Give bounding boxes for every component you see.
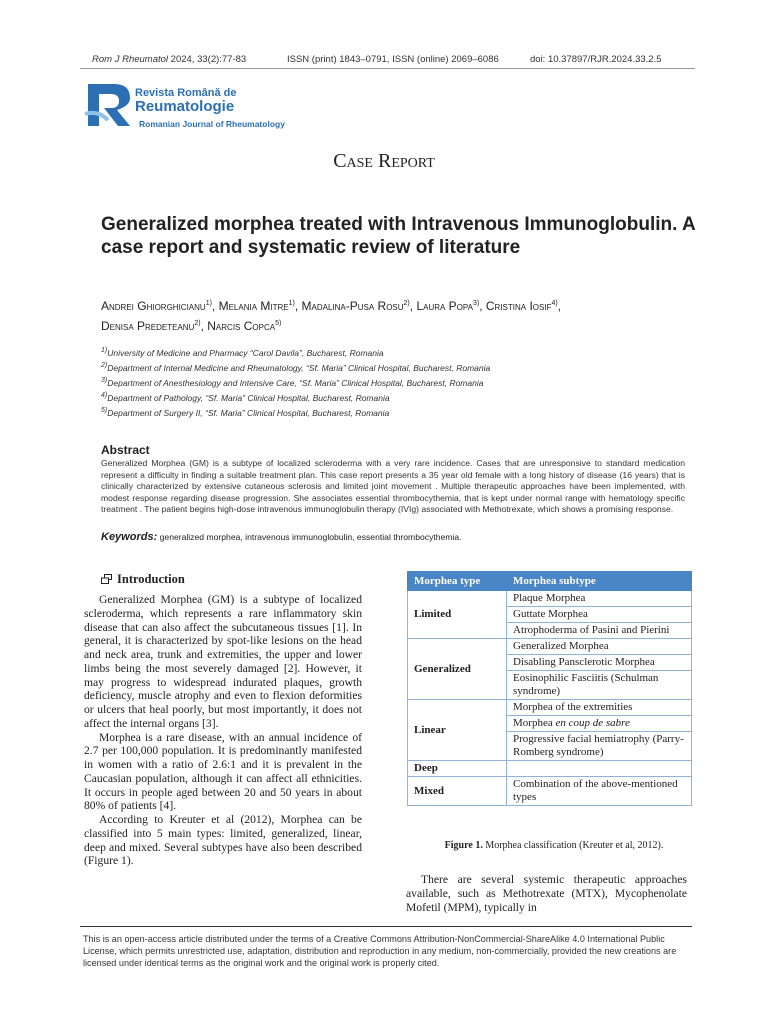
table-row <box>408 700 692 716</box>
paragraph: Generalized Morphea (GM) is a subtype of localized scleroderma, which represents a rare inflammatory skin disease that can also affect the subcutaneous tissues [1]. In general, it is characterized by spot-like lesions on the head and neck area, trunk and extremities, the upper and lower limbs being the most severely damaged [2]. However, it may progress to widespread indurated plaques, growth deficiency, muscle atrophy and even to flexion deformities or ulcers that heal poorly, but most importantly, it does not affect the internal organs [3]. <box>84 593 362 730</box>
affiliation-num: 5) <box>101 407 108 414</box>
affiliation <box>101 392 390 403</box>
abstract-text: Generalized Morphea (GM) is a subtype of localized scleroderma with a very rare incidence. Cases that are unresponsive to standard medication represent a difficulty in finding a suitable treatment plan. This case report presents a 35 year old female with a long history of disease (16 years) that is clinically characterized by extensive cutaneous sclerosis and limited joint movement . Multiple therapeutic approaches have been implemented, with modest response regarding disease progression. She associates essential thrombocythemia, that is kept under normal range with hematology specific treatment . The patient begins high-dose intravenous immunoglobulin therapy (IVIg) associated with Methotrexate, which shows a promising response. <box>101 458 685 515</box>
author-list: Andrei Ghiorghicianu$^{1)}$, Melania Mitre$^{1)}$, Madalina-Pusa Rosu$^{2)}$, Laura Popa$^{3)}$, Cristina Iosif$^{4)}$, Denisa Predeteanu$^{2)}$, Narcis Copca$^{5)}$ <box>101 299 562 333</box>
morphea-subtype: Progressive facial hemiatrophy (Parry-Romberg syndrome) <box>507 732 692 761</box>
header-divider <box>80 68 695 69</box>
figure-caption-text: Morphea classification (Kreuter et al, 2012). <box>485 840 664 851</box>
paragraph: According to Kreuter et al (2012), Morphea can be classified into 5 main types: limited, generalized, linear, deep and mixed. Several subtypes have also been described (Figure 1). <box>84 813 362 868</box>
morphea-subtype <box>507 716 692 732</box>
article-title: Generalized morphea treated with Intravenous Immunoglobulin. A case report and systematic review of literature <box>101 214 696 258</box>
morphea-type: Generalized <box>408 639 507 700</box>
morphea-subtype: Atrophoderma of Pasini and Pierini <box>507 623 692 639</box>
morphea-subtype: Plaque Morphea <box>507 591 692 607</box>
right-column-text <box>406 873 687 914</box>
author-aff: 4) <box>551 300 558 307</box>
morphea-subtype: Generalized Morphea <box>507 639 692 655</box>
figure-caption <box>420 840 688 852</box>
paragraph: Morphea is a rare disease, with an annual incidence of 2.7 per 100,000 population. It is predominantly manifested in women with a ratio of 2.6:1 and it is prevalent in the Caucasian population, although it can affect all ethnicities. It occurs in people aged between 20 and 50 years in about 80% of patients [4]. <box>84 730 362 813</box>
abstract-heading: Abstract <box>101 443 150 457</box>
affiliation <box>101 362 490 373</box>
affiliation-text: Department of Surgery II, “Sf. Maria” Clinical Hospital, Bucharest, Romania <box>107 407 390 418</box>
table-header: Morphea type <box>408 572 507 591</box>
morphea-type: Deep <box>408 761 507 777</box>
table-row <box>408 591 692 607</box>
morphea-subtype: Combination of the above-mentioned types <box>507 777 692 806</box>
keywords <box>101 531 462 543</box>
section-icon <box>101 574 112 584</box>
logo-line3: Romanian Journal of Rheumatology <box>139 119 285 129</box>
affiliation-num: 4) <box>101 392 108 399</box>
footer-divider <box>80 926 692 927</box>
author-aff: 2) <box>194 320 201 327</box>
morphea-subtype-empty <box>507 761 692 777</box>
subtype-text: Morphea <box>513 717 556 729</box>
subtype-italic: en coup de sabre <box>555 717 630 729</box>
affiliation <box>101 347 384 358</box>
morphea-subtype: Guttate Morphea <box>507 607 692 623</box>
affiliation <box>101 377 483 388</box>
article-type: Case Report <box>333 150 435 172</box>
author-aff: 5) <box>275 320 282 327</box>
author-aff: 1) <box>288 300 295 307</box>
affiliation-num: 3) <box>101 377 108 384</box>
author: Laura Popa <box>416 299 473 313</box>
paragraph: There are several systemic therapeutic approaches available, such as Methotrexate (MTX), Mycophenolate Mofetil (MPM), typically in <box>406 873 687 914</box>
journal-name: Rom J Rheumatol <box>92 54 169 65</box>
author: Madalina-Pusa Rosu <box>301 299 404 313</box>
author: Melania Mitre <box>218 299 289 313</box>
author: Denisa Predeteanu <box>101 319 195 333</box>
table-header-row <box>408 572 692 591</box>
journal-volume: 2024, 33(2):77-83 <box>170 54 247 65</box>
affiliation <box>101 407 389 418</box>
morphea-table <box>407 571 692 806</box>
author: Cristina Iosif <box>485 299 552 313</box>
introduction-heading <box>101 572 185 587</box>
author-aff: 2) <box>403 300 410 307</box>
journal-citation <box>92 54 246 65</box>
table-row <box>408 639 692 655</box>
introduction-body <box>84 593 362 868</box>
table-row <box>408 761 692 777</box>
license-footer: This is an open-access article distributed under the terms of a Creative Commons Attribution-NonCommercial-ShareAlike 4.0 International Public License, which permits unrestricted use, adaptation, distribution and reproduction in any medium, non-commercially, provided the new creations are licensed under identical terms as the original work and the original work is properly cited. <box>83 934 677 968</box>
logo-line1: Revista Română de <box>135 87 237 99</box>
logo-line2: Reumatologie <box>135 98 235 115</box>
morphea-type: Linear <box>408 700 507 761</box>
figure-label: Figure 1. <box>444 840 483 851</box>
affiliation-text: University of Medicine and Pharmacy “Carol Davila”, Bucharest, Romania <box>107 347 384 358</box>
table-header: Morphea subtype <box>507 572 692 591</box>
author: Andrei Ghiorghicianu <box>101 299 206 313</box>
author-aff: 1) <box>205 300 212 307</box>
morphea-type: Mixed <box>408 777 507 806</box>
keywords-text: generalized morphea, intravenous immunoglobulin, essential thrombocythemia. <box>159 532 462 542</box>
keywords-label: Keywords: <box>101 531 158 543</box>
morphea-subtype: Morphea of the extremities <box>507 700 692 716</box>
affiliation-text: Department of Internal Medicine and Rheumatology, “Sf. Maria” Clinical Hospital, Bucharest, Romania <box>107 362 491 373</box>
table-row <box>408 777 692 806</box>
morphea-type: Limited <box>408 591 507 639</box>
author: Narcis Copca <box>207 319 276 333</box>
affiliation-text: Department of Anesthesiology and Intensive Care, “Sf. Maria” Clinical Hospital, Bucharest, Romania <box>107 377 484 388</box>
affiliation-num: 2) <box>101 362 108 369</box>
morphea-subtype: Eosinophilic Fasciitis (Schulman syndrome) <box>507 671 692 700</box>
journal-logo-icon <box>84 80 134 130</box>
affiliation-text: Department of Pathology, “Sf. Maria” Clinical Hospital, Bucharest, Romania <box>107 392 390 403</box>
author-aff: 3) <box>472 300 480 307</box>
issn: ISSN (print) 1843–0791, ISSN (online) 2069–6086 <box>287 54 499 65</box>
affiliation-num: 1) <box>101 347 108 354</box>
introduction-heading-text: Introduction <box>117 572 185 586</box>
doi: doi: 10.37897/RJR.2024.33.2.5 <box>530 54 662 65</box>
morphea-subtype: Disabling Pansclerotic Morphea <box>507 655 692 671</box>
